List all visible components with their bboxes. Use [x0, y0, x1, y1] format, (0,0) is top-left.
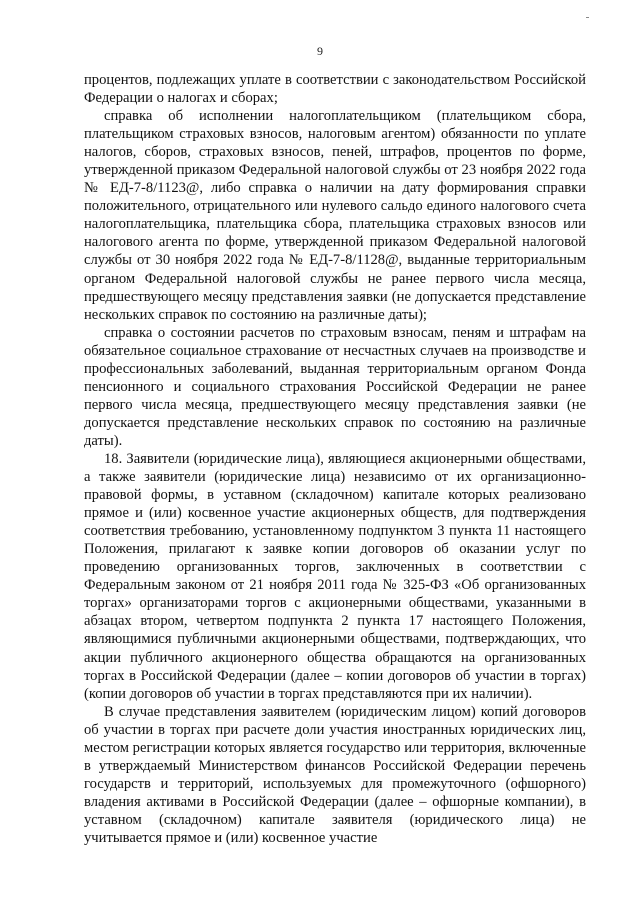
paragraph-tax-certificate: справка об исполнении налогоплательщиком (плательщиком сбора, плательщиком страховых взносов, налоговым агентом) обязанности по уплате налогов, сборов, страховых взносов, пеней, штрафов, процентов по форме, утвержденной приказом Федеральной налоговой службы от 23 ноября 2022 года № ЕД-7-8/1123@, либо справка о наличии на дату формирования справки положительного, отрицательного или нулевого сальдо единого налогового счета налогоплательщика, плательщика сбора, плательщика страховых взносов или налогового агента по форме, утвержденной приказом Федеральной налоговой службы от 30 ноября 2022 года № ЕД-7-8/1128@, выданные территориальным органом Федеральной налоговой службы не ранее первого числа месяца, предшествующего месяцу представления заявки (не допускается представление нескольких справок по состоянию на различные даты);: [84, 108, 586, 323]
paragraph-tax-percent-continuation: процентов, подлежащих уплате в соответствии с законодательством Российской Федерации о налогах и сборах;: [84, 72, 586, 107]
paragraph-offshore-case: В случае представления заявителем (юридическим лицом) копий договоров об участии в торгах при расчете доли участия иностранных юридических лиц, местом регистрации которых является государство или территория, включенные в утверждаемый Министерством финансов Российской Федерации перечень государств и территорий, используемых для промежуточного (офшорного) владения активами в Российской Федерации (далее – офшорные компании), в уставном (складочном) капитале заявителя (юридического лица) не учитывается прямое и (или) косвенное участие: [84, 703, 586, 846]
page-number: 9: [317, 44, 323, 58]
paragraph-item-18: 18. Заявители (юридические лица), являющиеся акционерными обществами, а также заявители (юридические лица) независимо от их организационно-правовой формы, в уставном (складочном) капитале которых реализовано прямое и (или) косвенное участие акционерных обществ, для подтверждения соответствия требованию, установленному подпунктом 3 пункта 11 настоящего Положения, прилагают к заявке копии договоров об оказании услуг по проведению организованных торгов, заключенных в соответствии с Федеральным законом от 21 ноября 2011 года № 325-ФЗ «Об организованных торгах» организаторами торгов с акционерными обществами, указанными в абзацах втором, четвертом подпункта 2 пункта 17 настоящего Положения, являющимися публичными акционерными обществами, подтверждающих, что акции публичного акционерного общества обращаются на организованных торгах в Российской Федерации (далее – копии договоров об участии в торгах) (копии договоров об участии в торгах представляются при их наличии).: [84, 450, 586, 702]
scan-mark: [586, 17, 589, 18]
document-body: [84, 71, 586, 847]
paragraph-insurance-certificate: справка о состоянии расчетов по страховым взносам, пеням и штрафам на обязательное социальное страхование от несчастных случаев на производстве и профессиональных заболеваний, выданная территориальным органом Фонда пенсионного и социального страхования Российской Федерации не ранее первого числа месяца, предшествующего месяцу представления заявки (не допускается представление нескольких справок по состоянию на различные даты).: [84, 324, 586, 449]
